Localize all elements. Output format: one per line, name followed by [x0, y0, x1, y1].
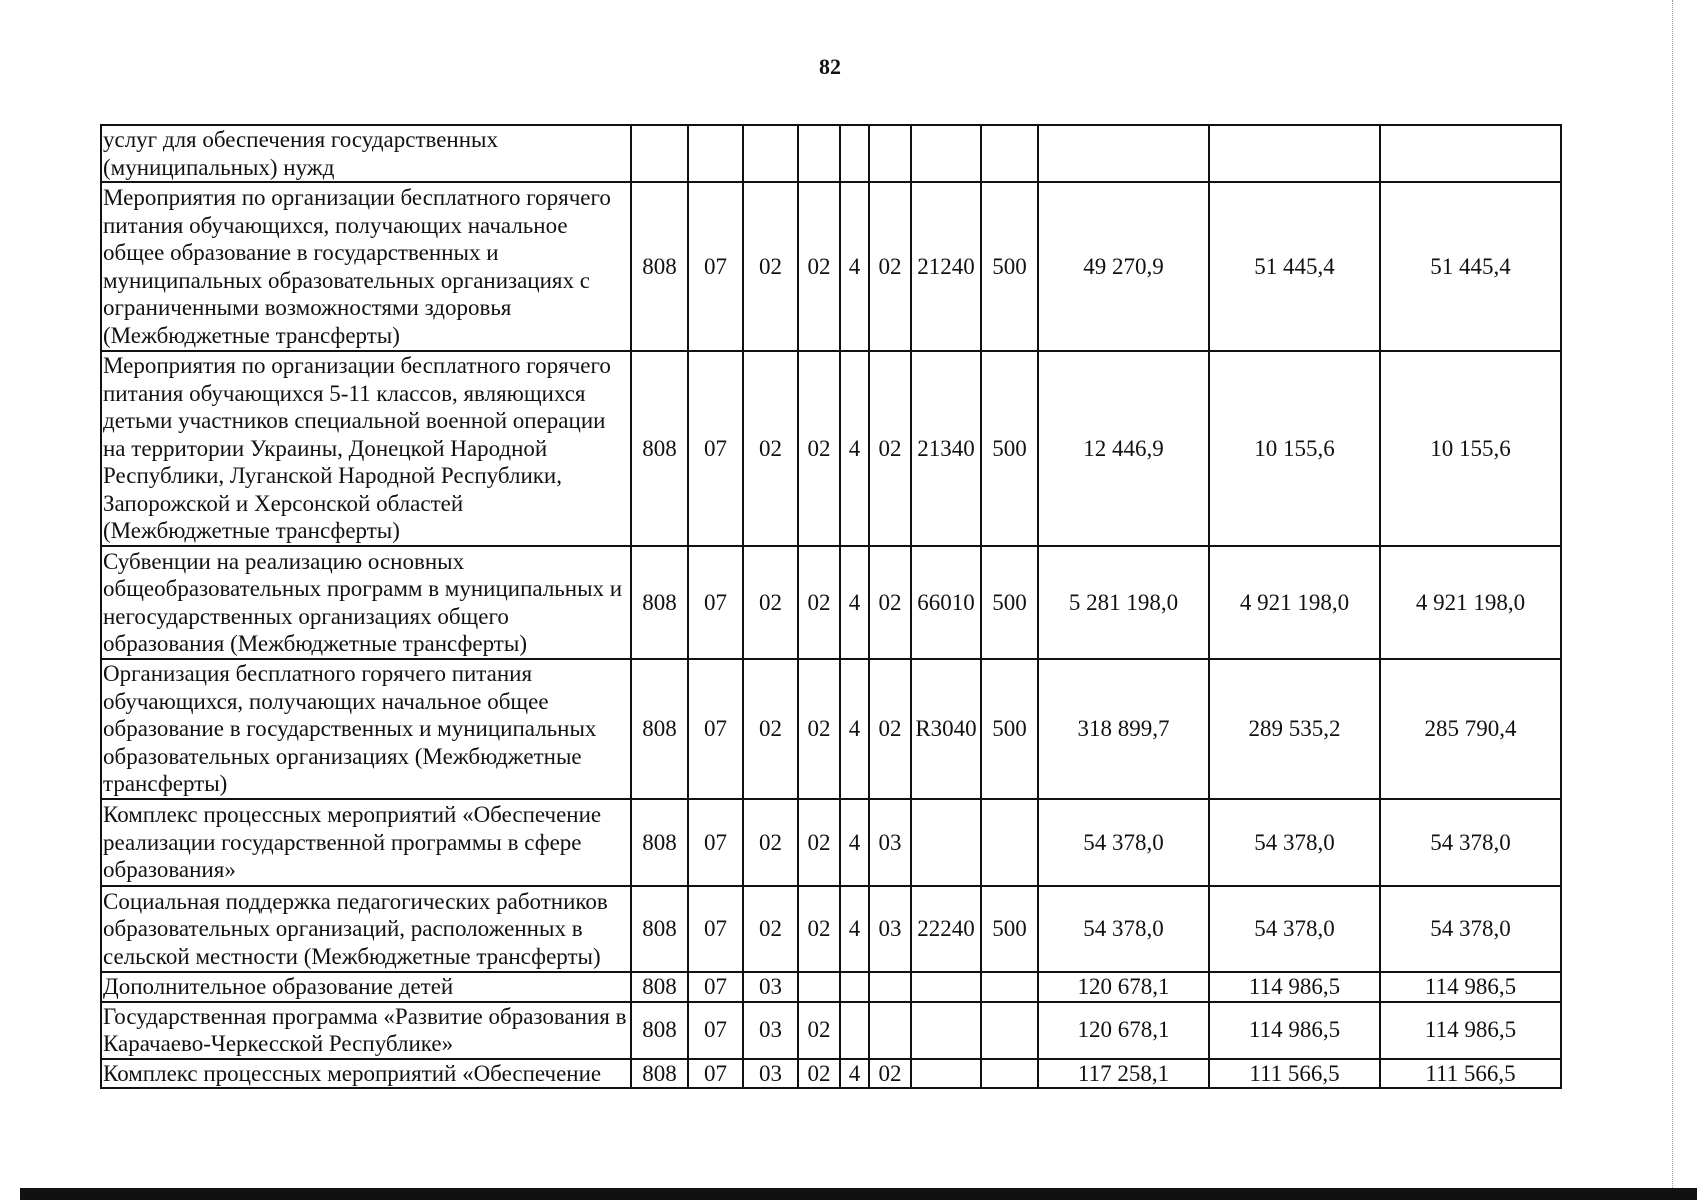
cell-expense-type: 500 [981, 351, 1038, 546]
cell-subsection: 03 [743, 972, 798, 1002]
cell-amount-year-3: 51 445,4 [1380, 182, 1561, 351]
cell-amount-year-1: 318 899,7 [1038, 659, 1209, 799]
cell-program [798, 972, 840, 1002]
cell-expense-type: 500 [981, 659, 1038, 799]
cell-program: 02 [798, 1002, 840, 1059]
row-description: Государственная программа «Развитие образования в Карачаево-Черкесской Республике» [101, 1002, 631, 1059]
table-row [101, 659, 1561, 799]
cell-amount-year-2: 51 445,4 [1209, 182, 1380, 351]
cell-program: 02 [798, 799, 840, 886]
cell-amount-year-3: 54 378,0 [1380, 799, 1561, 886]
cell-amount-year-2: 114 986,5 [1209, 1002, 1380, 1059]
cell-direction: 21240 [911, 182, 981, 351]
cell-amount-year-2 [1209, 125, 1380, 182]
cell-subprogram: 02 [869, 546, 911, 659]
cell-amount-year-2: 4 921 198,0 [1209, 546, 1380, 659]
cell-program-type: 4 [840, 182, 869, 351]
cell-program-type [840, 125, 869, 182]
cell-amount-year-1: 49 270,9 [1038, 182, 1209, 351]
cell-amount-year-2: 289 535,2 [1209, 659, 1380, 799]
cell-subprogram: 03 [869, 799, 911, 886]
cell-ministry-code: 808 [631, 886, 688, 972]
cell-amount-year-1: 117 258,1 [1038, 1059, 1209, 1089]
table-row [101, 1002, 1561, 1059]
cell-amount-year-1: 54 378,0 [1038, 799, 1209, 886]
row-description: Комплекс процессных мероприятий «Обеспечение [101, 1059, 631, 1089]
cell-amount-year-1: 54 378,0 [1038, 886, 1209, 972]
cell-program-type: 4 [840, 546, 869, 659]
row-description: Комплекс процессных мероприятий «Обеспечение реализации государственной программы в сфере образования» [101, 799, 631, 886]
cell-amount-year-3: 111 566,5 [1380, 1059, 1561, 1089]
cell-amount-year-2: 114 986,5 [1209, 972, 1380, 1002]
cell-program-type: 4 [840, 351, 869, 546]
cell-subsection: 02 [743, 886, 798, 972]
table-row [101, 546, 1561, 659]
cell-section: 07 [688, 799, 743, 886]
cell-direction: 22240 [911, 886, 981, 972]
cell-direction [911, 799, 981, 886]
cell-amount-year-3 [1380, 125, 1561, 182]
row-description: Дополнительное образование детей [101, 972, 631, 1002]
row-description: Мероприятия по организации бесплатного горячего питания обучающихся 5-11 классов, являющихся детьми участников специальной военной операции на территории Украины, Донецкой Народной Республики, Луганской Народной Республики, Запорожской и Херсонской областей (Межбюджетные трансферты) [101, 351, 631, 546]
cell-section: 07 [688, 351, 743, 546]
cell-direction [911, 972, 981, 1002]
cell-expense-type [981, 799, 1038, 886]
cell-subsection: 02 [743, 799, 798, 886]
cell-amount-year-3: 10 155,6 [1380, 351, 1561, 546]
cell-program-type: 4 [840, 1059, 869, 1089]
table-row [101, 886, 1561, 972]
row-description: Мероприятия по организации бесплатного горячего питания обучающихся, получающих начальное общее образование в государственных и муниципальных образовательных организациях с ограниченными возможностями здоровья (Межбюджетные трансферты) [101, 182, 631, 351]
cell-program-type: 4 [840, 886, 869, 972]
cell-subsection: 03 [743, 1002, 798, 1059]
cell-program: 02 [798, 886, 840, 972]
cell-program: 02 [798, 546, 840, 659]
cell-amount-year-2: 10 155,6 [1209, 351, 1380, 546]
cell-direction: 21340 [911, 351, 981, 546]
budget-table [100, 124, 1562, 1089]
cell-program [798, 125, 840, 182]
cell-direction: R3040 [911, 659, 981, 799]
scan-edge-line [1672, 0, 1673, 1188]
cell-direction [911, 1059, 981, 1089]
cell-direction [911, 1002, 981, 1059]
cell-subprogram [869, 972, 911, 1002]
cell-amount-year-3: 285 790,4 [1380, 659, 1561, 799]
table-row [101, 972, 1561, 1002]
row-description: Субвенции на реализацию основных общеобразовательных программ в муниципальных и негосударственных организациях общего образования (Межбюджетные трансферты) [101, 546, 631, 659]
table-row [101, 799, 1561, 886]
cell-subprogram [869, 125, 911, 182]
cell-section: 07 [688, 972, 743, 1002]
cell-section: 07 [688, 886, 743, 972]
cell-amount-year-3: 4 921 198,0 [1380, 546, 1561, 659]
table-row [101, 182, 1561, 351]
cell-ministry-code: 808 [631, 799, 688, 886]
cell-program: 02 [798, 659, 840, 799]
cell-amount-year-1: 12 446,9 [1038, 351, 1209, 546]
cell-amount-year-2: 111 566,5 [1209, 1059, 1380, 1089]
cell-ministry-code: 808 [631, 972, 688, 1002]
cell-section: 07 [688, 546, 743, 659]
cell-program-type: 4 [840, 799, 869, 886]
cell-amount-year-3: 114 986,5 [1380, 972, 1561, 1002]
cell-program: 02 [798, 182, 840, 351]
cell-amount-year-1: 5 281 198,0 [1038, 546, 1209, 659]
cell-program-type: 4 [840, 659, 869, 799]
cell-program-type [840, 972, 869, 1002]
cell-expense-type [981, 972, 1038, 1002]
cell-expense-type [981, 1002, 1038, 1059]
table-row [101, 125, 1561, 182]
cell-program: 02 [798, 1059, 840, 1089]
cell-subprogram: 02 [869, 351, 911, 546]
cell-subprogram: 02 [869, 659, 911, 799]
cell-expense-type [981, 125, 1038, 182]
cell-amount-year-3: 114 986,5 [1380, 1002, 1561, 1059]
scan-bottom-band [20, 1188, 1697, 1200]
row-description: услуг для обеспечения государственных (муниципальных) нужд [101, 125, 631, 182]
cell-amount-year-1: 120 678,1 [1038, 1002, 1209, 1059]
cell-program-type [840, 1002, 869, 1059]
cell-subprogram [869, 1002, 911, 1059]
cell-ministry-code: 808 [631, 1059, 688, 1089]
cell-expense-type: 500 [981, 182, 1038, 351]
cell-direction [911, 125, 981, 182]
cell-amount-year-2: 54 378,0 [1209, 886, 1380, 972]
cell-section: 07 [688, 182, 743, 351]
table-row [101, 1059, 1561, 1089]
cell-amount-year-3: 54 378,0 [1380, 886, 1561, 972]
cell-section [688, 125, 743, 182]
cell-expense-type: 500 [981, 546, 1038, 659]
cell-subprogram: 02 [869, 182, 911, 351]
cell-subprogram: 02 [869, 1059, 911, 1089]
cell-ministry-code: 808 [631, 182, 688, 351]
cell-ministry-code: 808 [631, 546, 688, 659]
cell-ministry-code: 808 [631, 659, 688, 799]
cell-subsection: 02 [743, 659, 798, 799]
row-description: Организация бесплатного горячего питания обучающихся, получающих начальное общее образование в государственных и муниципальных образовательных организациях (Межбюджетные трансферты) [101, 659, 631, 799]
cell-ministry-code [631, 125, 688, 182]
cell-subprogram: 03 [869, 886, 911, 972]
cell-ministry-code: 808 [631, 351, 688, 546]
cell-subsection: 02 [743, 546, 798, 659]
cell-amount-year-1 [1038, 125, 1209, 182]
cell-subsection [743, 125, 798, 182]
cell-section: 07 [688, 1059, 743, 1089]
cell-subsection: 02 [743, 182, 798, 351]
page-number: 82 [819, 54, 841, 79]
cell-ministry-code: 808 [631, 1002, 688, 1059]
table-row [101, 351, 1561, 546]
cell-section: 07 [688, 659, 743, 799]
cell-direction: 66010 [911, 546, 981, 659]
row-description: Социальная поддержка педагогических работников образовательных организаций, расположенных в сельской местности (Межбюджетные трансферты) [101, 886, 631, 972]
cell-subsection: 03 [743, 1059, 798, 1089]
cell-section: 07 [688, 1002, 743, 1059]
cell-subsection: 02 [743, 351, 798, 546]
cell-program: 02 [798, 351, 840, 546]
cell-amount-year-2: 54 378,0 [1209, 799, 1380, 886]
cell-expense-type: 500 [981, 886, 1038, 972]
cell-amount-year-1: 120 678,1 [1038, 972, 1209, 1002]
cell-expense-type [981, 1059, 1038, 1089]
